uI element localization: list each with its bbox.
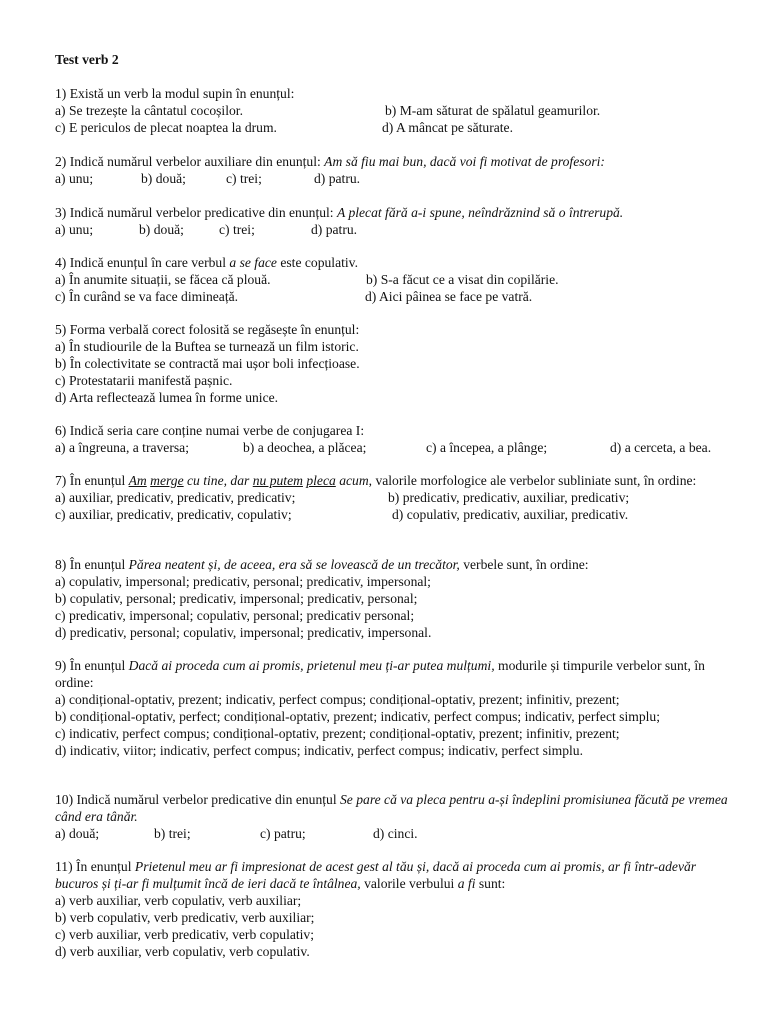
- question-3-stem: [55, 204, 735, 221]
- question-11-option-d: d) verb auxiliar, verb copulativ, verb copulativ.: [55, 944, 310, 959]
- question-11-option-b: b) verb copulativ, verb predicativ, verb auxiliar;: [55, 910, 315, 925]
- question-2-stem-text: 2) Indică numărul verbelor auxiliare din enunțul:: [55, 154, 325, 169]
- question-8-option-a: a) copulativ, impersonal; predicativ, personal; predicativ, impersonal;: [55, 574, 431, 589]
- question-10-option-a: a) două;: [55, 826, 100, 841]
- question-10-option-c: c) patru;: [260, 826, 306, 841]
- question-7-option-a: a) auxiliar, predicativ, predicativ, predicativ;: [55, 490, 296, 505]
- question-6-stem: 6) Indică seria care conține numai verbe de conjugarea I:: [55, 423, 365, 438]
- question-6-option-b: b) a deochea, a plăcea;: [243, 440, 367, 455]
- question-7-underlined-verb-1: Am: [128, 473, 147, 488]
- question-8-sentence: Părea neatent și, de aceea, era să se lovească de un trecător,: [128, 557, 460, 572]
- question-4-option-b: b) S-a făcut ce a visat din copilărie.: [366, 272, 559, 287]
- question-7-underlined-verb-3: nu putem: [252, 473, 303, 488]
- question-2-sentence: Am să fiu mai bun, dacă voi fi motivat de profesori:: [324, 154, 605, 169]
- test-title: Test verb 2: [55, 52, 119, 67]
- question-6-option-c: c) a începea, a plânge;: [426, 440, 548, 455]
- question-1: [55, 85, 735, 136]
- question-9-stem: [55, 657, 735, 691]
- question-3-option-a: a) unu;: [55, 222, 94, 237]
- question-7-option-d: d) copulativ, predicativ, auxiliar, predicativ.: [392, 507, 629, 522]
- question-7-option-b: b) predicativ, predicativ, auxiliar, predicativ;: [388, 490, 630, 505]
- question-4-option-a: a) În anumite situații, se făcea că plouă.: [55, 272, 271, 287]
- question-3-option-b: b) două;: [139, 222, 184, 237]
- question-9-stem-pre: 9) În enunțul: [55, 658, 129, 673]
- question-10-sentence: Se pare că va pleca pentru a-și îndeplini promisiunea făcută pe vremea când era tânăr.: [55, 792, 728, 824]
- question-11-stem-pre: 11) În enunțul: [55, 859, 135, 874]
- question-7-underlined-verb-4: pleca: [306, 473, 336, 488]
- question-8-option-c: c) predicativ, impersonal; copulativ, personal; predicativ personal;: [55, 608, 415, 623]
- question-10-stem: [55, 791, 735, 825]
- question-3: [55, 204, 735, 238]
- question-5: [55, 321, 735, 406]
- question-11-stem-mid: valorile verbului: [360, 876, 458, 891]
- question-5-stem: 5) Forma verbală corect folosită se regăsește în enunțul:: [55, 322, 360, 337]
- question-9-option-b: b) condițional-optativ, perfect; condițional-optativ, prezent; indicativ, perfect compus; indicativ, perfect simplu;: [55, 709, 660, 724]
- question-2: [55, 153, 735, 187]
- question-4-verb: a se face: [229, 255, 277, 270]
- question-6-option-a: a) a îngreuna, a traversa;: [55, 440, 189, 455]
- question-10-stem-text: 10) Indică numărul verbelor predicative din enunțul: [55, 792, 340, 807]
- question-7-stem: [55, 472, 735, 489]
- question-10: [55, 791, 735, 842]
- question-5-option-d: d) Arta reflectează lumea în forme unice.: [55, 390, 279, 405]
- question-11-option-a: a) verb auxiliar, verb copulativ, verb auxiliar;: [55, 893, 302, 908]
- question-10-option-d: d) cinci.: [373, 826, 418, 841]
- question-9-option-d: d) indicativ, viitor; indicativ, perfect compus; indicativ, perfect compus; indicativ, perfect simplu.: [55, 743, 583, 758]
- question-9-option-a: a) condițional-optativ, prezent; indicativ, perfect compus; condițional-optativ, prezent; infinitiv, prezent;: [55, 692, 620, 707]
- question-5-option-a: a) În studiourile de la Buftea se turnează un film istoric.: [55, 339, 359, 354]
- question-7-sentence-part-1: cu tine, dar: [183, 473, 253, 488]
- question-7-underlined-verb-2: merge: [150, 473, 184, 488]
- question-4-option-c: c) În curând se va face dimineață.: [55, 289, 239, 304]
- question-8-option-d: d) predicativ, personal; copulativ, impersonal; predicativ, impersonal.: [55, 625, 432, 640]
- question-4-stem-post: este copulativ.: [276, 255, 358, 270]
- question-1-option-a: a) Se trezește la cântatul cocoșilor.: [55, 103, 243, 118]
- question-9-option-c: c) indicativ, perfect compus; condițional-optativ, prezent; condițional-optativ, prezent; infinitiv, prezent;: [55, 726, 620, 741]
- question-8-stem-pre: 8) În enunțul: [55, 557, 129, 572]
- question-1-option-c: c) E periculos de plecat noaptea la drum.: [55, 120, 277, 135]
- question-5-option-b: b) În colectivitate se contractă mai ușor boli infecțioase.: [55, 356, 360, 371]
- question-4-option-d: d) Aici pâinea se face pe vatră.: [365, 289, 533, 304]
- question-3-option-d: d) patru.: [311, 222, 358, 237]
- question-7-stem-post: , valorile morfologice ale verbelor subliniate sunt, în ordine:: [368, 473, 697, 488]
- question-7: [55, 472, 735, 523]
- question-3-stem-text: 3) Indică numărul verbelor predicative din enunțul:: [55, 205, 337, 220]
- question-11-stem: [55, 858, 735, 892]
- question-9: [55, 657, 735, 759]
- question-1-option-b: b) M-am săturat de spălatul geamurilor.: [385, 103, 601, 118]
- question-8-stem-post: verbele sunt, în ordine:: [459, 557, 589, 572]
- question-2-option-b: b) două;: [141, 171, 186, 186]
- question-11-option-c: c) verb auxiliar, verb predicativ, verb copulativ;: [55, 927, 315, 942]
- question-6: [55, 422, 735, 456]
- question-2-stem: [55, 153, 735, 170]
- question-4: [55, 254, 735, 305]
- question-9-sentence: Dacă ai proceda cum ai promis, prietenul meu ți-ar putea mulțumi,: [128, 658, 495, 673]
- question-4-stem: [55, 254, 735, 271]
- question-6-option-d: d) a cerceta, a bea.: [610, 440, 712, 455]
- question-1-stem: 1) Există un verb la modul supin în enunțul:: [55, 86, 295, 101]
- question-11-verb: a fi: [457, 876, 476, 891]
- question-7-option-c: c) auxiliar, predicativ, predicativ, copulativ;: [55, 507, 292, 522]
- question-3-option-c: c) trei;: [219, 222, 255, 237]
- question-1-option-d: d) A mâncat pe săturate.: [382, 120, 513, 135]
- question-8-option-b: b) copulativ, personal; predicativ, impersonal; predicativ, personal;: [55, 591, 418, 606]
- question-9-stem-post: modurile și timpurile verbelor sunt, în ordine:: [55, 658, 705, 690]
- question-11: [55, 858, 735, 960]
- question-7-sentence-part-2: acum: [335, 473, 369, 488]
- question-2-option-d: d) patru.: [314, 171, 361, 186]
- question-8-stem: [55, 556, 735, 573]
- question-2-option-c: c) trei;: [226, 171, 262, 186]
- question-3-sentence: A plecat fără a-i spune, neîndrăznind să o întrerupă.: [336, 205, 624, 220]
- question-2-option-a: a) unu;: [55, 171, 94, 186]
- question-4-stem-pre: 4) Indică enunțul în care verbul: [55, 255, 230, 270]
- question-10-option-b: b) trei;: [154, 826, 191, 841]
- question-11-stem-post: sunt:: [475, 876, 506, 891]
- question-11-sentence: Prietenul meu ar fi impresionat de acest gest al tău și, dacă ai proceda cum ai promis, ar fi într-adevăr bucuros și ți-ar fi mulțumit încă de ieri dacă te întâlnea,: [55, 859, 697, 891]
- question-5-option-c: c) Protestatarii manifestă pașnic.: [55, 373, 233, 388]
- question-7-stem-pre: 7) În enunțul: [55, 473, 129, 488]
- question-8: [55, 556, 735, 641]
